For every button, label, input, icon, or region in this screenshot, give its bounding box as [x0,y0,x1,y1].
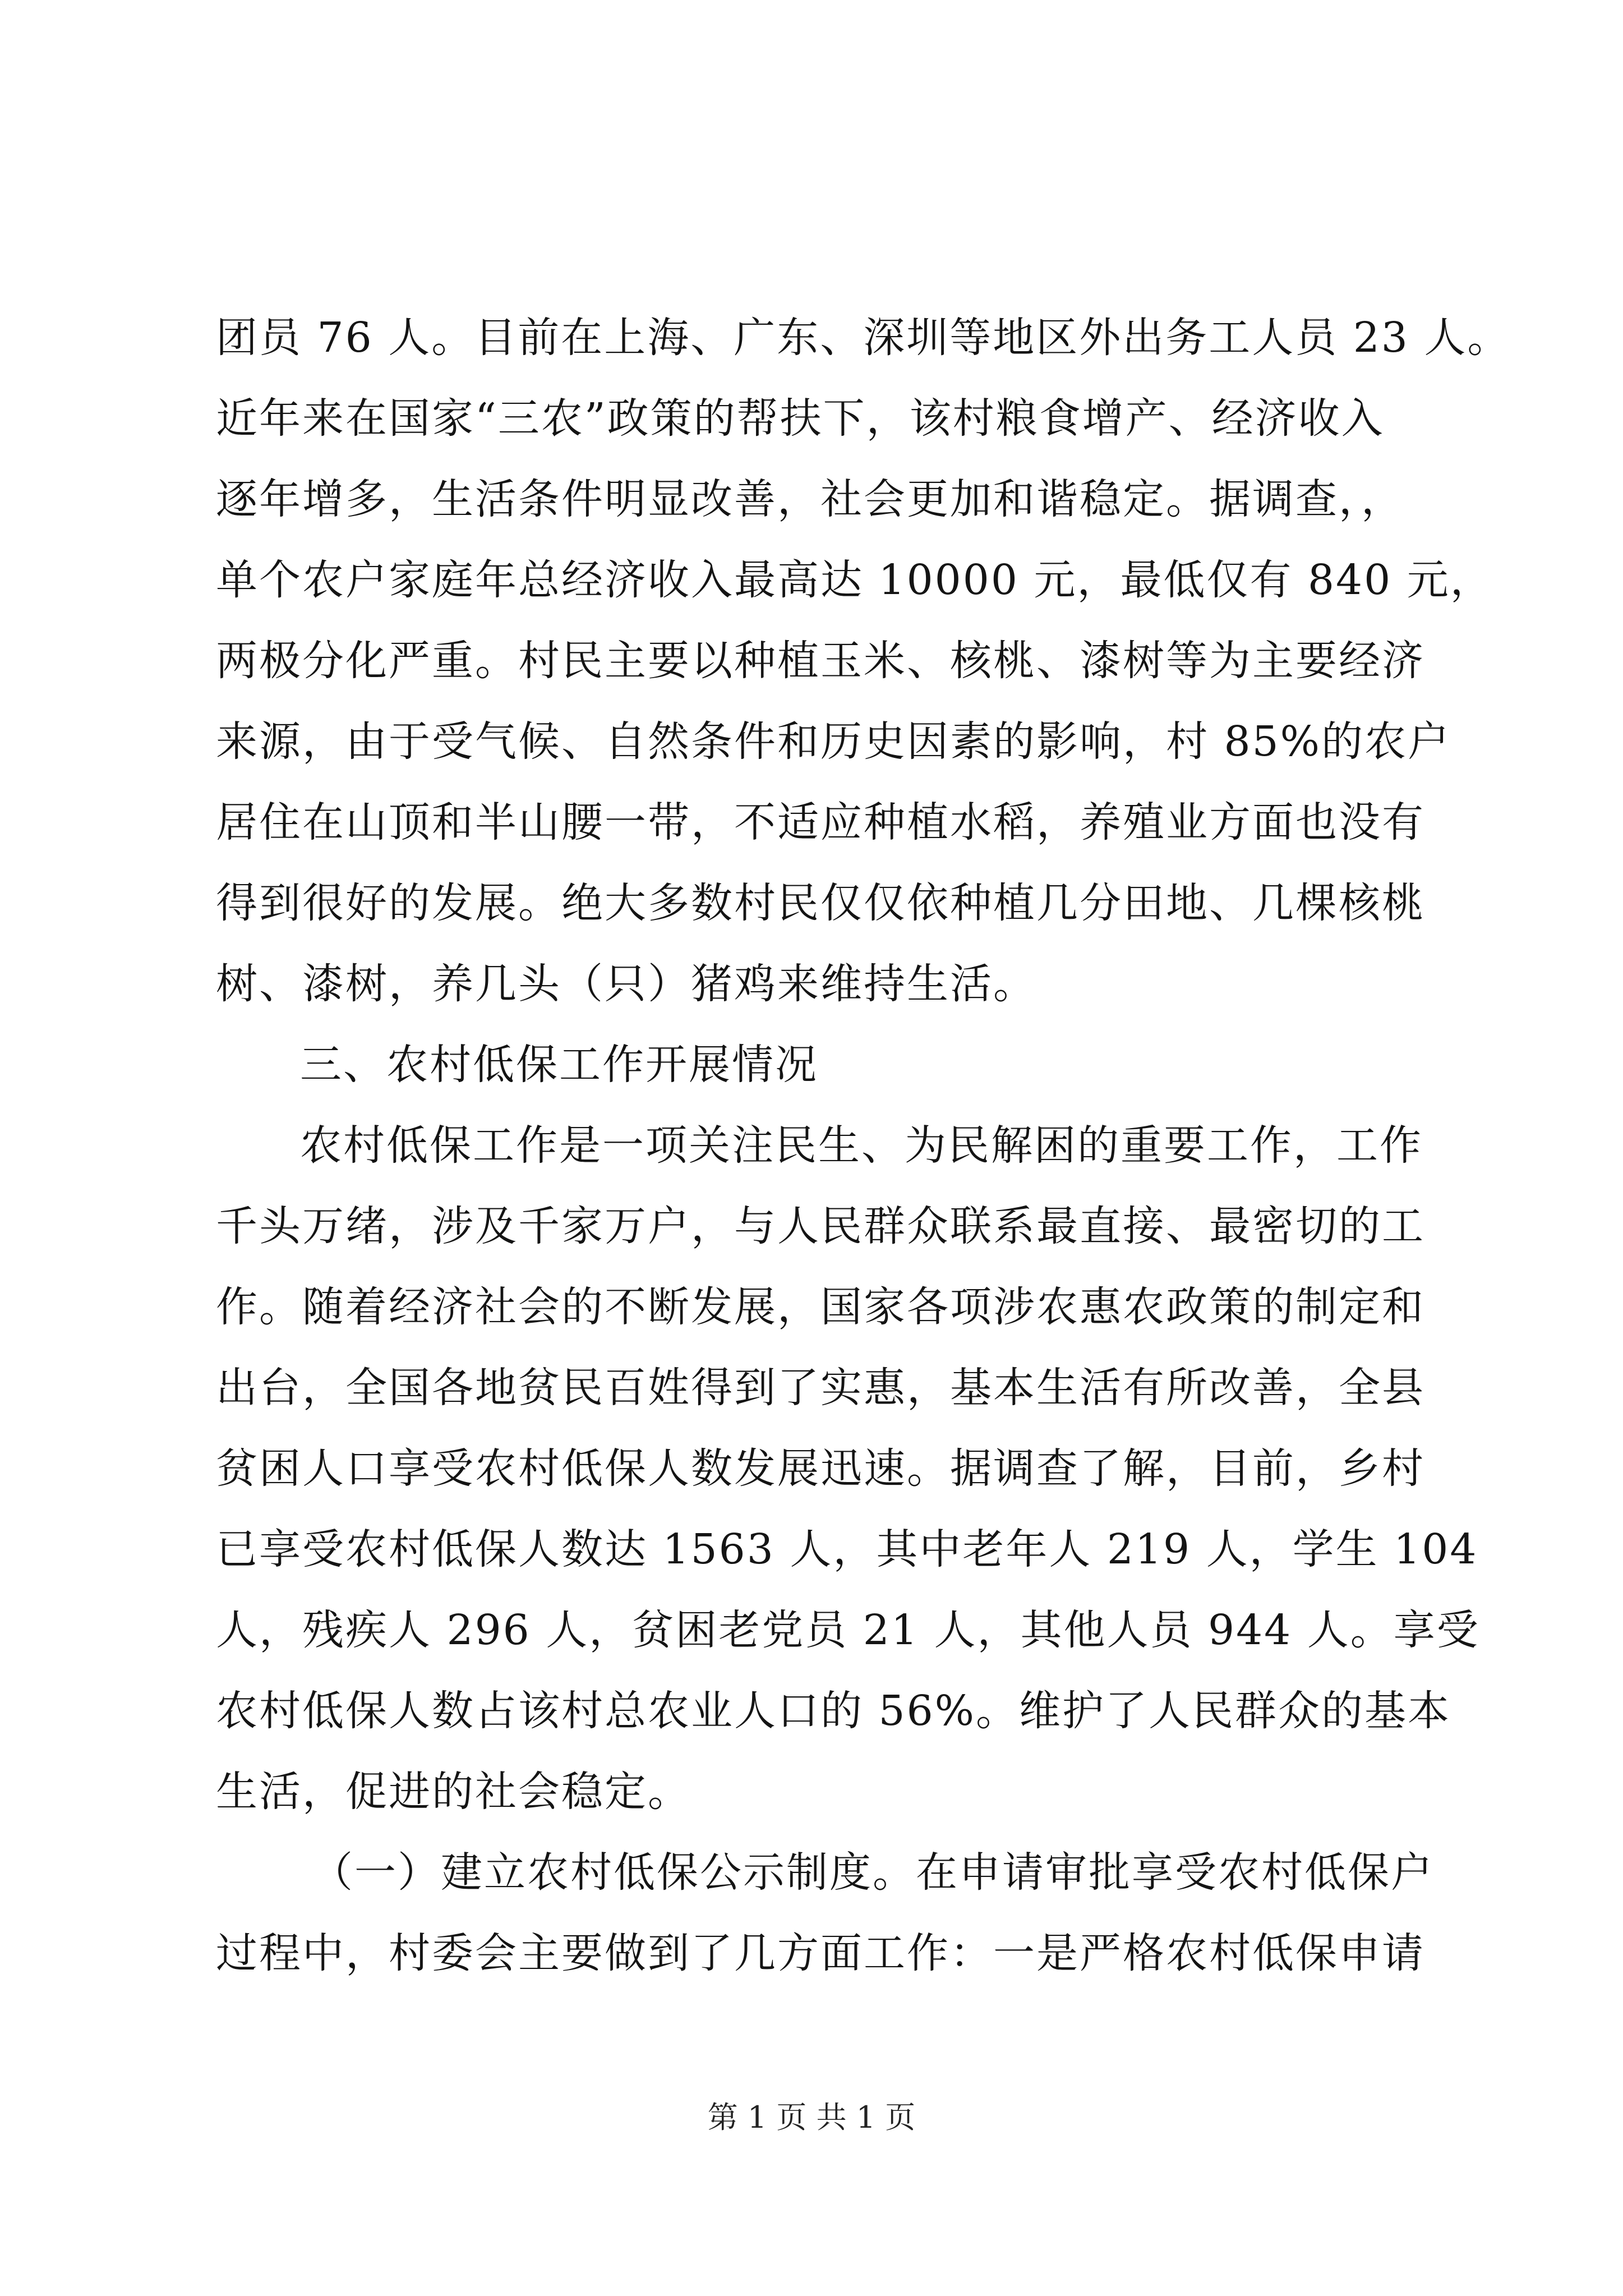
paragraph-first-line: 农村低保工作是一项关注民生、为民解困的重要工作，工作 [300,1121,1423,1170]
text-line: 人，残疾人 296 人，贫困老党员 21 人，其他人员 944 人。享受 [216,1606,1480,1654]
text-line: 近年来在国家“三农”政策的帮扶下，该村粮食增产、经济收入 [216,394,1385,443]
text-line: 农村低保人数占该村总农业人口的 56%。维护了人民群众的基本 [216,1687,1451,1735]
text-line: 来源，由于受气候、自然条件和历史因素的影响，村 85%的农户 [216,717,1451,766]
text-line: 出台，全国各地贫民百姓得到了实惠，基本生活有所改善，全县 [216,1364,1425,1412]
text-line: 两极分化严重。村民主要以种植玉米、核桃、漆树等为主要经济 [216,637,1425,685]
text-line: 逐年增多，生活条件明显改善，社会更加和谐稳定。据调查，， [216,475,1404,523]
text-line: 生活，促进的社会稳定。 [216,1768,691,1816]
text-line: 过程中，村委会主要做到了几方面工作：一是严格农村低保申请 [216,1929,1425,1977]
text-line: 单个农户家庭年总经济收入最高达 10000 元，最低仅有 840 元， [216,556,1493,604]
text-line: 千头万绪，涉及千家万户，与人民群众联系最直接、最密切的工 [216,1202,1425,1250]
page-number-footer: 第 1 页 共 1 页 [707,2100,916,2135]
text-line: 贫困人口享受农村低保人数发展迅速。据调查了解，目前，乡村 [216,1444,1425,1493]
text-line: 得到很好的发展。绝大多数村民仅仅依种植几分田地、几棵核桃 [216,879,1425,927]
text-line: 已享受农村低保人数达 1563 人，其中老年人 219 人，学生 104 [216,1525,1478,1573]
text-line: 居住在山顶和半山腰一带，不适应种植水稻，养殖业方面也没有 [216,798,1425,846]
section-heading: 三、农村低保工作开展情况 [300,1041,818,1089]
text-line: 团员 76 人。目前在上海、广东、深圳等地区外出务工人员 23 人。 [216,314,1511,362]
text-line: 作。随着经济社会的不断发展，国家各项涉农惠农政策的制定和 [216,1283,1425,1331]
subsection-first-line: （一）建立农村低保公示制度。在申请审批享受农村低保户 [311,1848,1434,1897]
document-body [216,297,1511,1994]
text-line: 树、漆树，养几头（只）猪鸡来维持生活。 [216,960,1036,1008]
